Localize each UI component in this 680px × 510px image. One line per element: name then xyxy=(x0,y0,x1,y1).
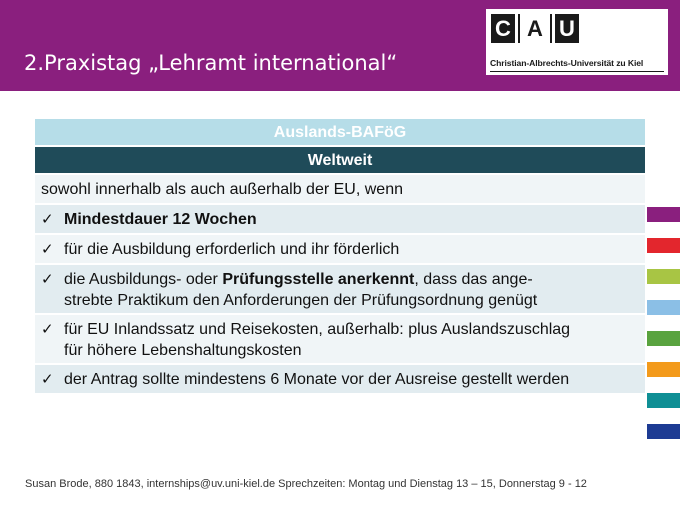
table-row xyxy=(35,265,645,315)
criterion-text-part: die Ausbildungs- oder xyxy=(64,271,223,288)
logo-underline xyxy=(490,71,664,72)
table-row xyxy=(35,205,645,235)
criterion-line: strebte Praktikum den Anforderungen der Prüfungsordnung genügt xyxy=(64,292,538,309)
university-logo xyxy=(486,9,668,75)
logo-separator xyxy=(518,14,520,43)
checkmark-icon: ✓ xyxy=(41,210,54,228)
criterion-text: Mindestdauer 12 Wochen xyxy=(64,211,257,228)
funding-table xyxy=(35,119,645,395)
table-intro-row: sowohl innerhalb als auch außerhalb der EU, wenn xyxy=(35,175,645,205)
criterion-line xyxy=(64,269,537,290)
logo-letters xyxy=(491,14,582,43)
slide-title: 2.Praxistag „Lehramt international“ xyxy=(24,51,398,75)
table-title-row: Auslands-BAFöG xyxy=(35,119,645,147)
criterion-text xyxy=(64,319,570,359)
criterion-text xyxy=(64,269,537,309)
criterion-text: für die Ausbildung erforderlich und ihr förderlich xyxy=(64,241,400,258)
checkmark-icon: ✓ xyxy=(41,270,54,288)
color-swatch xyxy=(647,207,680,222)
logo-university-name: Christian-Albrechts-Universität zu Kiel xyxy=(490,58,644,68)
color-swatch xyxy=(647,362,680,377)
logo-letter-a: A xyxy=(523,14,547,43)
color-swatch xyxy=(647,269,680,284)
color-swatch xyxy=(647,331,680,346)
criterion-line: für höhere Lebenshaltungskosten xyxy=(64,342,302,359)
color-swatch xyxy=(647,300,680,315)
logo-letter-u: U xyxy=(555,14,579,43)
color-swatch xyxy=(647,393,680,408)
color-swatch-column xyxy=(647,207,680,455)
table-row xyxy=(35,315,645,365)
contact-footer: Susan Brode, 880 1843, internships@uv.uni-kiel.de Sprechzeiten: Montag und Dienstag 13 – 15, Donnerstag 9 - 12 xyxy=(25,478,587,490)
criterion-text: der Antrag sollte mindestens 6 Monate vor der Ausreise gestellt werden xyxy=(64,371,570,388)
color-swatch xyxy=(647,424,680,439)
table-row xyxy=(35,365,645,395)
color-swatch xyxy=(647,238,680,253)
criterion-text-part: , dass das ange- xyxy=(414,271,533,288)
logo-separator xyxy=(550,14,552,43)
table-subtitle-row: Weltweit xyxy=(35,147,645,175)
checkmark-icon: ✓ xyxy=(41,370,54,388)
checkmark-icon: ✓ xyxy=(41,320,54,338)
checkmark-icon: ✓ xyxy=(41,240,54,258)
title-bar xyxy=(0,0,680,91)
table-row xyxy=(35,235,645,265)
criterion-emphasis: Prüfungsstelle anerkennt xyxy=(222,271,415,288)
logo-letter-c: C xyxy=(491,14,515,43)
criterion-line: für EU Inlandssatz und Reisekosten, außerhalb: plus Auslandszuschlag xyxy=(64,321,571,338)
